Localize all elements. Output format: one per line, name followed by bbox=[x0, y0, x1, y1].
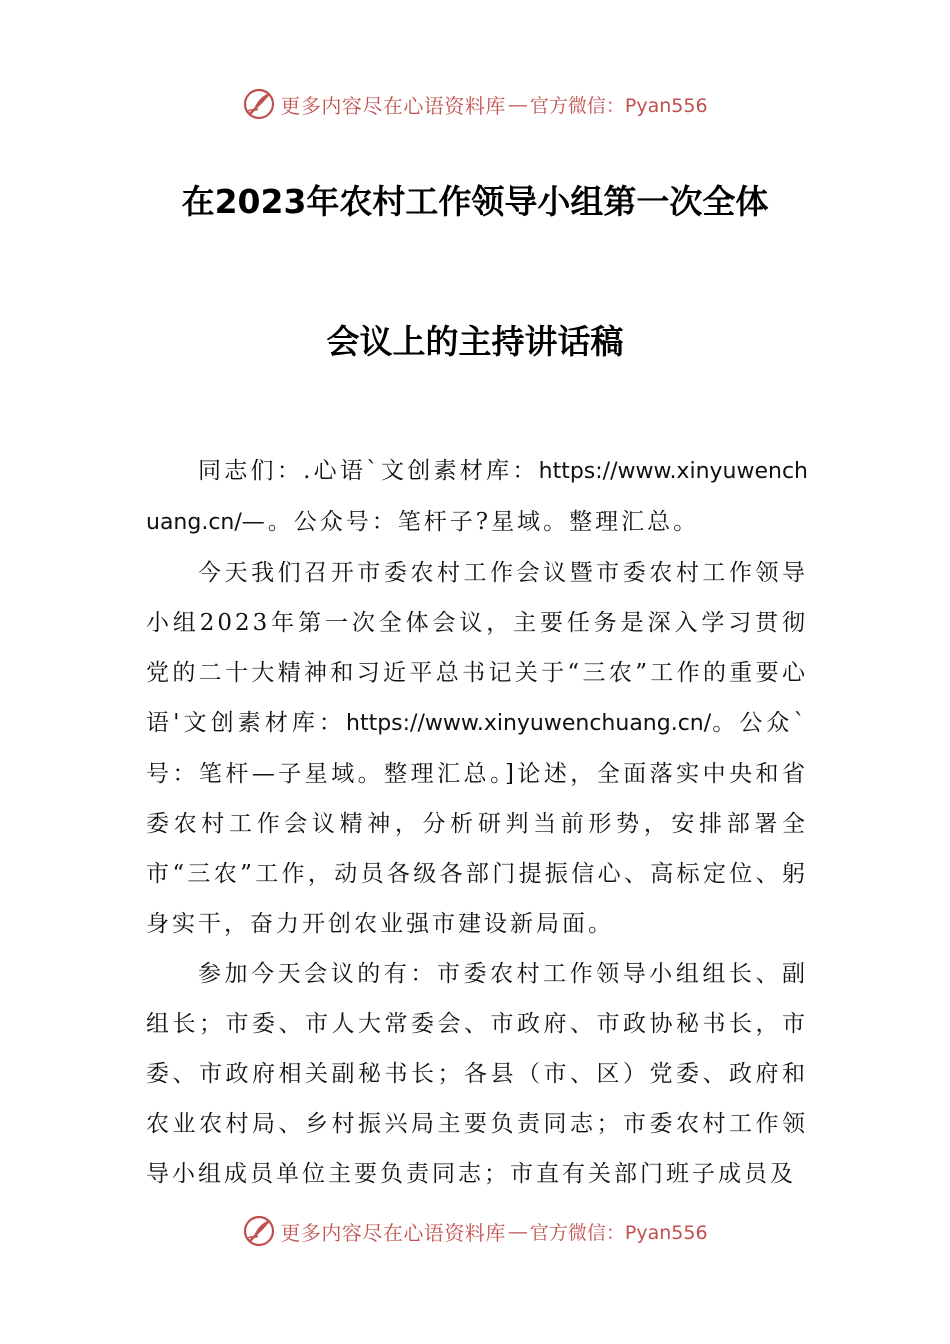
banner-text: 更多内容尽在心语资料库 bbox=[280, 1220, 506, 1245]
banner-wechat: 官方微信：Pyan556 bbox=[529, 1221, 708, 1244]
paragraph-2-url: https://www.xinyuwenchuang.cn/ bbox=[346, 711, 712, 736]
paragraph-3: 参加今天会议的有：市委农村工作领导小组组长、副组长；市委、市人大常委会、市政府、市政协秘书长，市委、市政府相关副秘书长；各县（市、区）党委、政府和农业农村局、乡村振兴局主要负责同志；市委农村工作领导小组成员单位主要负责同志；市直有关部门班子成员及 bbox=[146, 961, 808, 1187]
banner-dash: — bbox=[507, 92, 528, 116]
paragraph-1-text-a: 同志们：.心语`文创素材库： bbox=[198, 458, 539, 484]
footer-watermark-banner bbox=[0, 1211, 950, 1251]
paragraph-2 bbox=[146, 548, 808, 949]
document-title-line-2: 会议上的主持讲话稿 bbox=[326, 322, 624, 361]
quill-logo-icon bbox=[242, 87, 276, 121]
paragraph-2-text-b: 。公众`号：笔杆—子星域。整理汇总。]论述，全面落实中央和省委农村工作会议精神，分析研判当前形势，安排部署全市“三农”工作，动员各级各部门提振信心、高标定位、躬身实干，奋力开创农业强市建设新局面。 bbox=[146, 710, 808, 937]
document-title-line-1: 在2023年农村工作领导小组第一次全体 bbox=[181, 182, 769, 221]
quill-logo-icon bbox=[242, 1214, 276, 1248]
header-watermark-banner bbox=[0, 84, 950, 124]
banner-text: 更多内容尽在心语资料库 bbox=[280, 93, 506, 118]
paragraph-1 bbox=[146, 446, 808, 548]
paragraph-1-url: https://www.xinyuwenchuang.cn/ bbox=[146, 459, 808, 535]
banner-dash: — bbox=[507, 1219, 528, 1243]
document-body bbox=[146, 446, 808, 1199]
banner-wechat: 官方微信：Pyan556 bbox=[529, 94, 708, 117]
paragraph-1-text-b: —。公众号：笔杆子?星域。整理汇总。 bbox=[241, 509, 700, 535]
paragraph-2-text-a: 今天我们召开市委农村工作会议暨市委农村工作领导小组2023年第一次全体会议，主要任务是深入学习贯彻党的二十大精神和习近平总书记关于“三农”工作的重要心语'文创素材库： bbox=[146, 560, 808, 736]
